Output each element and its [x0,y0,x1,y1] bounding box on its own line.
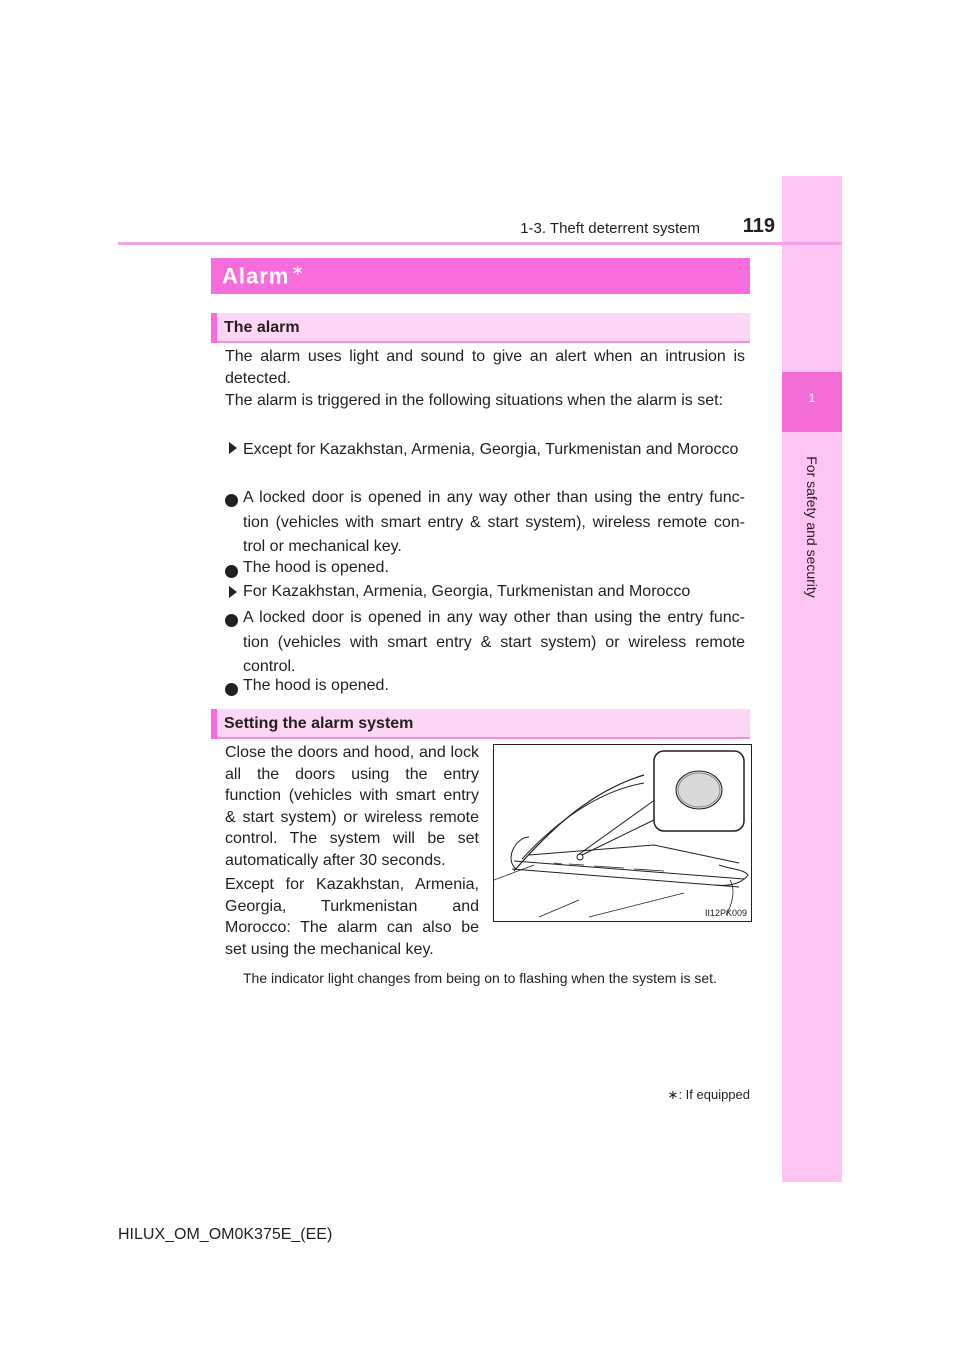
list-item: The hood is opened. [243,559,389,576]
side-tab-number: 1 [808,391,816,405]
setting-paragraph-2: Except for Kazakhstan, Armenia, Georgia, Turkmenistan and Morocco: The alarm can also be set using the mechanical key. [225,876,479,958]
section-heading-accent [211,313,217,343]
bullet-icon [225,614,238,627]
triangle-marker-icon [229,442,237,454]
intro-paragraph-1: The alarm uses light and sound to give an alert when an intrusion is detected. [225,348,745,387]
section-heading-the-alarm: The alarm [224,319,300,336]
header-rule [118,242,842,245]
group-label-excluding-regions: Except for Kazakhstan, Armenia, Georgia, Turkmenistan and Morocco [243,441,739,458]
list-item: A locked door is opened in any way other than using the entry func- tion (vehicles with smart entry & start system) or wireless remote control. [243,609,745,675]
page-title-text: Alarm [222,263,290,289]
page-title [222,261,305,289]
document-code-footer: HILUX_OM_OM0K375E_(EE) [118,1226,333,1243]
setting-paragraph-1: Close the doors and hood, and lock all the doors using the entry function (vehicles with smart entry & start system) or wireless remote control. The system will be set automatically after 30 seconds. [225,744,479,869]
group-label-regions: For Kazakhstan, Armenia, Georgia, Turkmenistan and Morocco [243,583,691,600]
bullet-icon [225,565,238,578]
header-section-title: 1-3. Theft deterrent system [520,220,700,237]
side-tab-strip [782,176,842,1182]
section-heading-accent [211,709,217,739]
footnote-if-equipped: ∗: If equipped [667,1087,750,1102]
list-item: The hood is opened. [243,677,389,694]
side-tab-label: For safety and security [804,456,820,598]
indicator-note: The indicator light changes from being on to flashing when the system is set. [243,970,717,986]
equipment-mark-icon: ∗ [291,262,305,279]
intro-paragraph-2: The alarm is triggered in the following situations when the alarm is set: [225,392,724,409]
bullet-icon [225,494,238,507]
bullet-icon [225,683,238,696]
section-heading-setting-alarm: Setting the alarm system [224,715,414,732]
figure-code: II12PK009 [704,908,747,918]
windshield-indicator-illustration [493,744,752,922]
triangle-marker-icon [229,586,237,598]
car-windshield-drawing [494,745,751,921]
page-number: 119 [742,215,775,237]
list-item: A locked door is opened in any way other than using the entry func- tion (vehicles with smart entry & start system), wireless remote con- trol or mechanical key. [243,489,745,555]
